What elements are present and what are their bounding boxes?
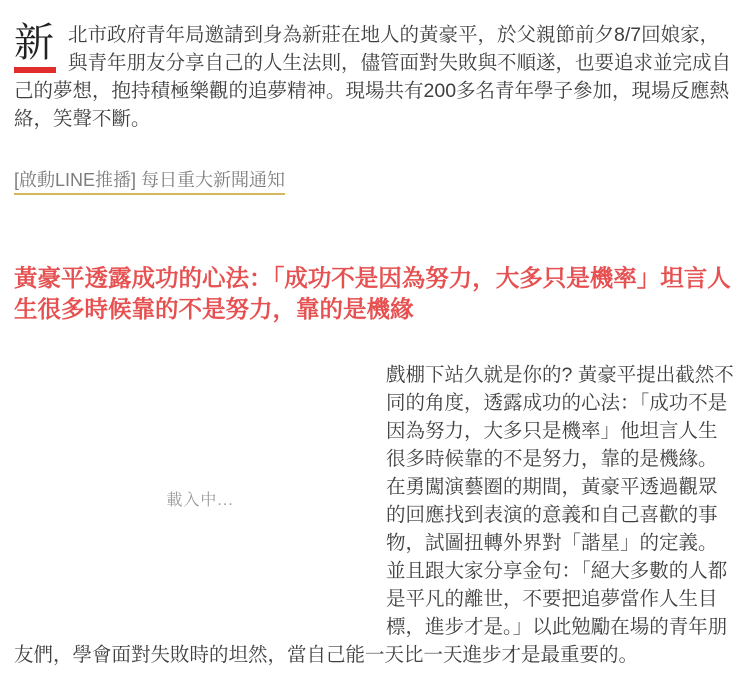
drop-cap: 新 (14, 23, 56, 73)
line-link-row (14, 169, 734, 193)
intro-paragraph (14, 21, 734, 133)
lazy-image-placeholder (14, 361, 386, 641)
body-text: 戲棚下站久就是你的? 黃豪平提出截然不同的角度，透露成功的心法：「成功不是因為努力，大多只是機率」他坦言人生很多時候靠的不是努力，靠的是機緣。在勇闖演藝圈的期間，黃豪平透過觀眾的回應找到表演的意義和自己喜歡的事物，試圖扭轉外界對「諧星」的定義。並且跟大家分享金句：「絕大多數的人都是平凡的離世，不要把追夢當作人生目標，進步才是。」以此勉勵在場的青年朋友們，學會面對失敗時的坦然，當自己能一天比一天進步才是最重要的。 (14, 364, 734, 666)
section-heading: 黃豪平透露成功的心法：「成功不是因為努力，大多只是機率」坦言人生很多時候靠的不是努力，靠的是機緣 (14, 265, 731, 322)
intro-text: 北市政府青年局邀請到身為新莊在地人的黃豪平，於父親節前夕8/7回娘家，與青年朋友分享自己的人生法則，儘管面對失敗與不順遂，也要追求並完成自己的夢想，抱持積極樂觀的追夢精神。現場共有200多名青年學子參加，現場反應熱絡，笑聲不斷。 (14, 24, 732, 130)
line-push-link[interactable]: [啟動LINE推播] 每日重大新聞通知 (14, 170, 285, 195)
body-paragraph (14, 361, 734, 669)
image-loading-text: 載入中... (166, 492, 234, 509)
